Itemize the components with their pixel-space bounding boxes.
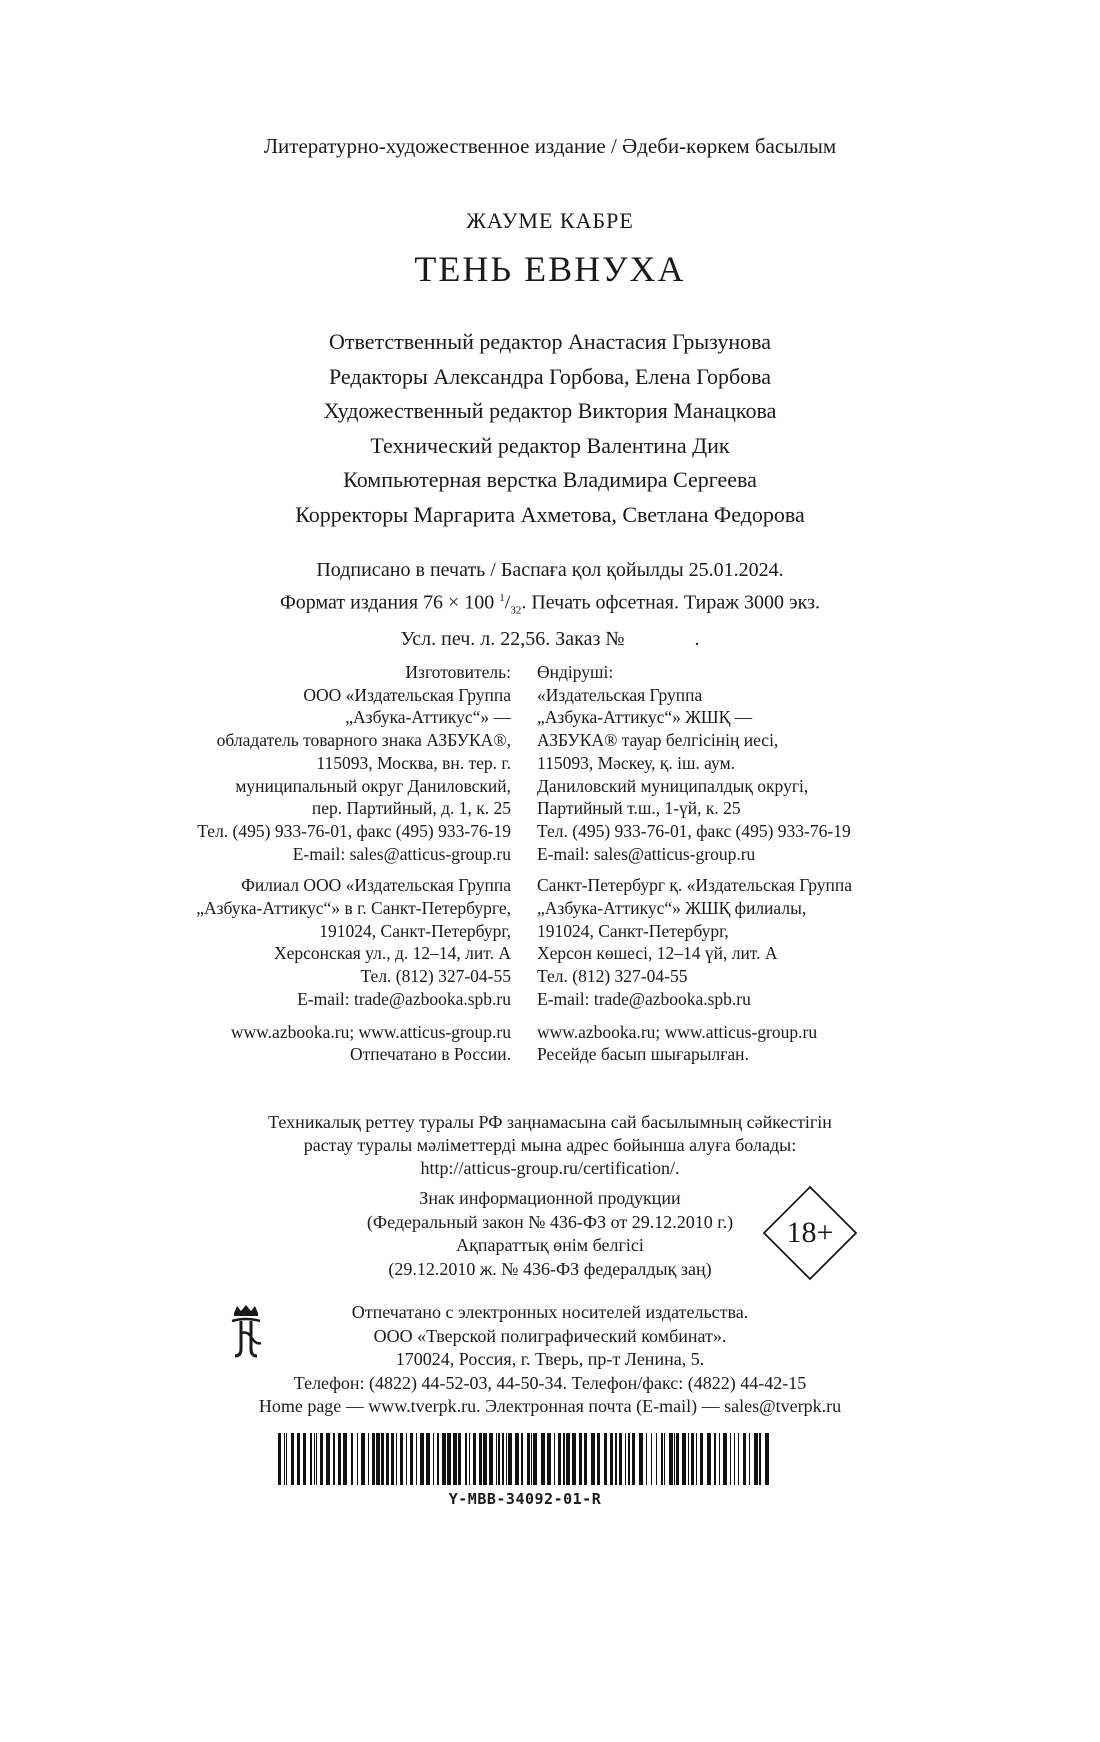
- barcode-bar: [396, 1433, 397, 1485]
- barcode-bar: [591, 1433, 595, 1485]
- email-line: E-mail: sales@atticus-group.ru: [537, 843, 756, 864]
- text-line: растау туралы мәліметтерді мына адрес бойынша алуға болады:: [303, 1135, 797, 1155]
- text-line: Даниловский муниципалдық округі,: [537, 775, 809, 796]
- printer-info: [0, 1301, 1100, 1419]
- barcode-bar: [639, 1433, 643, 1485]
- text-line: „Азбука-Аттикус“» ЖШҚ филиалы,: [537, 898, 807, 919]
- text-line: (29.12.2010 ж. № 436-ФЗ федералдық заң): [388, 1258, 712, 1279]
- barcode-bar: [303, 1433, 306, 1485]
- barcode-bar: [531, 1433, 532, 1485]
- barcode-bar: [541, 1433, 545, 1485]
- barcode-code: Y-MBB-34092-01-R: [448, 1490, 602, 1508]
- age-rating-label: 18+: [786, 1216, 834, 1249]
- barcode-bar: [651, 1433, 652, 1485]
- barcode-bar: [437, 1433, 439, 1485]
- barcode-bar: [479, 1433, 482, 1485]
- barcode-bar: [286, 1433, 287, 1485]
- barcode-bar: [696, 1433, 697, 1485]
- author: ЖАУМЕ КАБРЕ: [466, 208, 634, 233]
- barcode-bar: [558, 1433, 561, 1485]
- barcode-bar: [391, 1433, 394, 1485]
- text-line: Отпечатано с электронных носителей издательства.: [351, 1302, 749, 1322]
- barcode-bar: [754, 1433, 758, 1485]
- barcode-bar: [508, 1433, 512, 1485]
- text-line: (Федеральный закон № 436-ФЗ от 29.12.2010 г.): [366, 1211, 734, 1232]
- barcode-bar: [597, 1433, 600, 1485]
- barcode-bar: [284, 1433, 285, 1485]
- text-line: 115093, Москва, вн. тер. г.: [316, 752, 511, 773]
- text-line: Тел. (812) 327-04-55: [537, 966, 688, 987]
- text-line: Санкт-Петербург қ. «Издательская Группа: [537, 875, 852, 896]
- barcode-bar: [483, 1433, 487, 1485]
- barcode-bar: [738, 1433, 739, 1485]
- barcode-bar: [664, 1433, 665, 1485]
- barcode-bar: [669, 1433, 673, 1485]
- barcode-bar: [496, 1433, 497, 1485]
- barcode-bar: [579, 1433, 582, 1485]
- barcode-bar: [447, 1433, 451, 1485]
- age-rating-badge: [762, 1185, 858, 1281]
- barcode-bar: [361, 1433, 365, 1485]
- barcode-bar: [310, 1433, 312, 1485]
- manufacturer-kz: [537, 661, 997, 1066]
- barcode-bar: [343, 1433, 347, 1485]
- certification-note: [0, 1111, 1100, 1180]
- barcode-bar: [533, 1433, 537, 1485]
- barcode-bar: [714, 1433, 716, 1485]
- barcode-bar: [420, 1433, 424, 1485]
- text-line: ООО «Издательская Группа: [303, 684, 511, 705]
- barcode-bar: [734, 1433, 735, 1485]
- barcode-bar: [326, 1433, 330, 1485]
- barcode-bar: [458, 1433, 461, 1485]
- info-sign-note: [300, 1187, 800, 1281]
- barcode-bar: [357, 1433, 358, 1485]
- barcode-bar: [465, 1433, 467, 1485]
- barcode-bar: [674, 1433, 675, 1485]
- barcode-bar: [688, 1433, 689, 1485]
- text-line: Ресейде басып шығарылған.: [537, 1044, 749, 1065]
- barcode-bar: [765, 1433, 769, 1485]
- text-line: Изготовитель:: [405, 662, 511, 682]
- website-line: www.azbooka.ru; www.atticus-group.ru: [537, 1021, 818, 1042]
- barcode-bar: [619, 1433, 622, 1485]
- barcode-bar: [278, 1433, 281, 1485]
- barcode-bar: [547, 1433, 551, 1485]
- barcode-bar: [515, 1433, 519, 1485]
- barcode-bar: [381, 1433, 384, 1485]
- barcode-bar: [700, 1433, 703, 1485]
- barcode-bar: [453, 1433, 457, 1485]
- barcode-bar: [416, 1433, 417, 1485]
- barcode-bar: [759, 1433, 761, 1485]
- text-line: Отпечатано в России.: [350, 1044, 511, 1065]
- barcode-bar: [386, 1433, 389, 1485]
- text-line: 191024, Санкт-Петербург,: [319, 920, 511, 941]
- format-line: Формат издания 76 × 100 $^1/_{32}$. Печать офсетная. Тираж 3000 экз.: [280, 591, 820, 617]
- text-line: „Азбука-Аттикус“» ЖШҚ —: [537, 707, 753, 728]
- text-line: Ақпараттық өнім белгісі: [456, 1235, 644, 1255]
- barcode-bar: [498, 1433, 500, 1485]
- barcode-bar: [368, 1433, 369, 1485]
- text-line: «Издательская Группа: [537, 684, 703, 705]
- text-line: Тел. (812) 327-04-55: [360, 966, 511, 987]
- barcode: [278, 1433, 772, 1485]
- barcode-bar: [333, 1433, 335, 1485]
- barcode-bar: [502, 1433, 504, 1485]
- barcode-bar: [314, 1433, 315, 1485]
- barcode-bar: [610, 1433, 613, 1485]
- signed-line: Подписано в печать / Баспаға қол қойылды 25.01.2024.: [316, 559, 784, 581]
- text-line: ООО «Тверской полиграфический комбинат».: [373, 1325, 727, 1346]
- barcode-bar: [506, 1433, 507, 1485]
- credit-line: Ответственный редактор Анастасия Грызунова: [328, 329, 772, 354]
- barcode-bar: [749, 1433, 750, 1485]
- barcode-bar: [707, 1433, 711, 1485]
- email-line: E-mail: sales@atticus-group.ru: [292, 843, 511, 864]
- barcode-bar: [719, 1433, 720, 1485]
- credit-line: Художественный редактор Виктория Манацкова: [323, 398, 777, 423]
- text-line: Тел. (495) 933-76-01, факс (495) 933-76-19: [197, 820, 511, 841]
- text-line: АЗБУКА® тауар белгісінің иесі,: [537, 730, 779, 751]
- barcode-bar: [723, 1433, 727, 1485]
- credit-line: Корректоры Маргарита Ахметова, Светлана Федорова: [295, 501, 805, 527]
- barcode-bar: [469, 1433, 470, 1485]
- text-line: обладатель товарного знака АЗБУКА®,: [216, 730, 511, 751]
- text-line: Филиал ООО «Издательская Группа: [241, 875, 511, 896]
- barcode-bar: [372, 1433, 375, 1485]
- text-line: Знак информационной продукции: [419, 1188, 681, 1208]
- text-line: „Азбука-Аттикус“» —: [345, 707, 511, 728]
- barcode-bar: [376, 1433, 380, 1485]
- barcode-bar: [410, 1433, 413, 1485]
- barcode-bar: [400, 1433, 403, 1485]
- barcode-bar: [563, 1433, 565, 1485]
- text-line: Телефон: (4822) 44-52-03, 44-50-34. Телефон/факс: (4822) 44-42-15: [293, 1372, 807, 1393]
- barcode-bar: [433, 1433, 434, 1485]
- credits: [0, 325, 1100, 532]
- manufacturer-ru: [100, 661, 511, 1066]
- text-line: Херсонская ул., д. 12–14, лит. А: [273, 943, 511, 964]
- barcode-bar: [572, 1433, 576, 1485]
- text-line: Херсон көшесі, 12–14 үй, лит. А: [537, 943, 778, 964]
- print-info: [0, 556, 1100, 653]
- barcode-bar: [615, 1433, 617, 1485]
- barcode-bar: [691, 1433, 694, 1485]
- barcode-bar: [297, 1433, 300, 1485]
- barcode-bar: [521, 1433, 523, 1485]
- barcode-bar: [566, 1433, 570, 1485]
- barcode-bar: [646, 1433, 647, 1485]
- barcode-bar: [291, 1433, 294, 1485]
- barcode-bar: [338, 1433, 341, 1485]
- barcode-bar: [320, 1433, 323, 1485]
- barcode-bar: [351, 1433, 353, 1485]
- barcode-bar: [554, 1433, 555, 1485]
- text-line: Тел. (495) 933-76-01, факс (495) 933-76-19: [537, 820, 851, 841]
- email-line: E-mail: trade@azbooka.spb.ru: [297, 988, 511, 1009]
- series-line: Литературно-художественное издание / Әдеби-көркем басылым: [263, 134, 837, 158]
- barcode-bar: [682, 1433, 686, 1485]
- text-line: „Азбука-Аттикус“» в г. Санкт-Петербурге,: [196, 898, 511, 919]
- text-line: Техникалық реттеу туралы РФ заңнамасына сай басылымның сәйкестігін: [268, 1112, 832, 1132]
- book-title: ТЕНЬ ЕВНУХА: [414, 249, 686, 289]
- barcode-bar: [584, 1433, 587, 1485]
- barcode-bar: [743, 1433, 746, 1485]
- barcode-bar: [730, 1433, 731, 1485]
- barcode-bar: [656, 1433, 657, 1485]
- text-line: 191024, Санкт-Петербург,: [537, 920, 729, 941]
- barcode-bar: [661, 1433, 663, 1485]
- barcode-bar: [625, 1433, 626, 1485]
- barcode-bar: [406, 1433, 407, 1485]
- website-line: www.azbooka.ru; www.atticus-group.ru: [230, 1021, 511, 1042]
- barcode-bar: [632, 1433, 635, 1485]
- text-line: 115093, Мәскеу, қ. іш. аум.: [537, 752, 736, 773]
- text-line: Партийный т.ш., 1-үй, к. 25: [537, 798, 741, 819]
- credit-line: Технический редактор Валентина Дик: [370, 432, 730, 458]
- barcode-bar: [442, 1433, 446, 1485]
- certification-url: http://atticus-group.ru/certification/.: [420, 1158, 680, 1178]
- text-line: пер. Партийный, д. 1, к. 25: [311, 798, 511, 819]
- barcode-bar: [527, 1433, 530, 1485]
- text-line: 170024, Россия, г. Тверь, пр-т Ленина, 5.: [395, 1349, 705, 1369]
- order-line: Усл. печ. л. 22,56. Заказ № .: [400, 627, 700, 650]
- barcode-bar: [473, 1433, 476, 1485]
- barcode-bar: [426, 1433, 430, 1485]
- credit-line: Редакторы Александра Горбова, Елена Горбова: [328, 363, 772, 389]
- barcode-bar: [628, 1433, 630, 1485]
- credit-line: Компьютерная верстка Владимира Сергеева: [343, 467, 757, 492]
- text-line: Өндіруші:: [537, 662, 614, 682]
- barcode-bar: [604, 1433, 607, 1485]
- text-line: муниципальный округ Даниловский,: [235, 775, 511, 796]
- barcode-bar: [489, 1433, 493, 1485]
- text-line: Home page — www.tverpk.ru. Электронная почта (E-mail) — sales@tverpk.ru: [258, 1396, 842, 1416]
- barcode-bar: [676, 1433, 679, 1485]
- email-line: E-mail: trade@azbooka.spb.ru: [537, 988, 751, 1009]
- barcode-bar: [316, 1433, 317, 1485]
